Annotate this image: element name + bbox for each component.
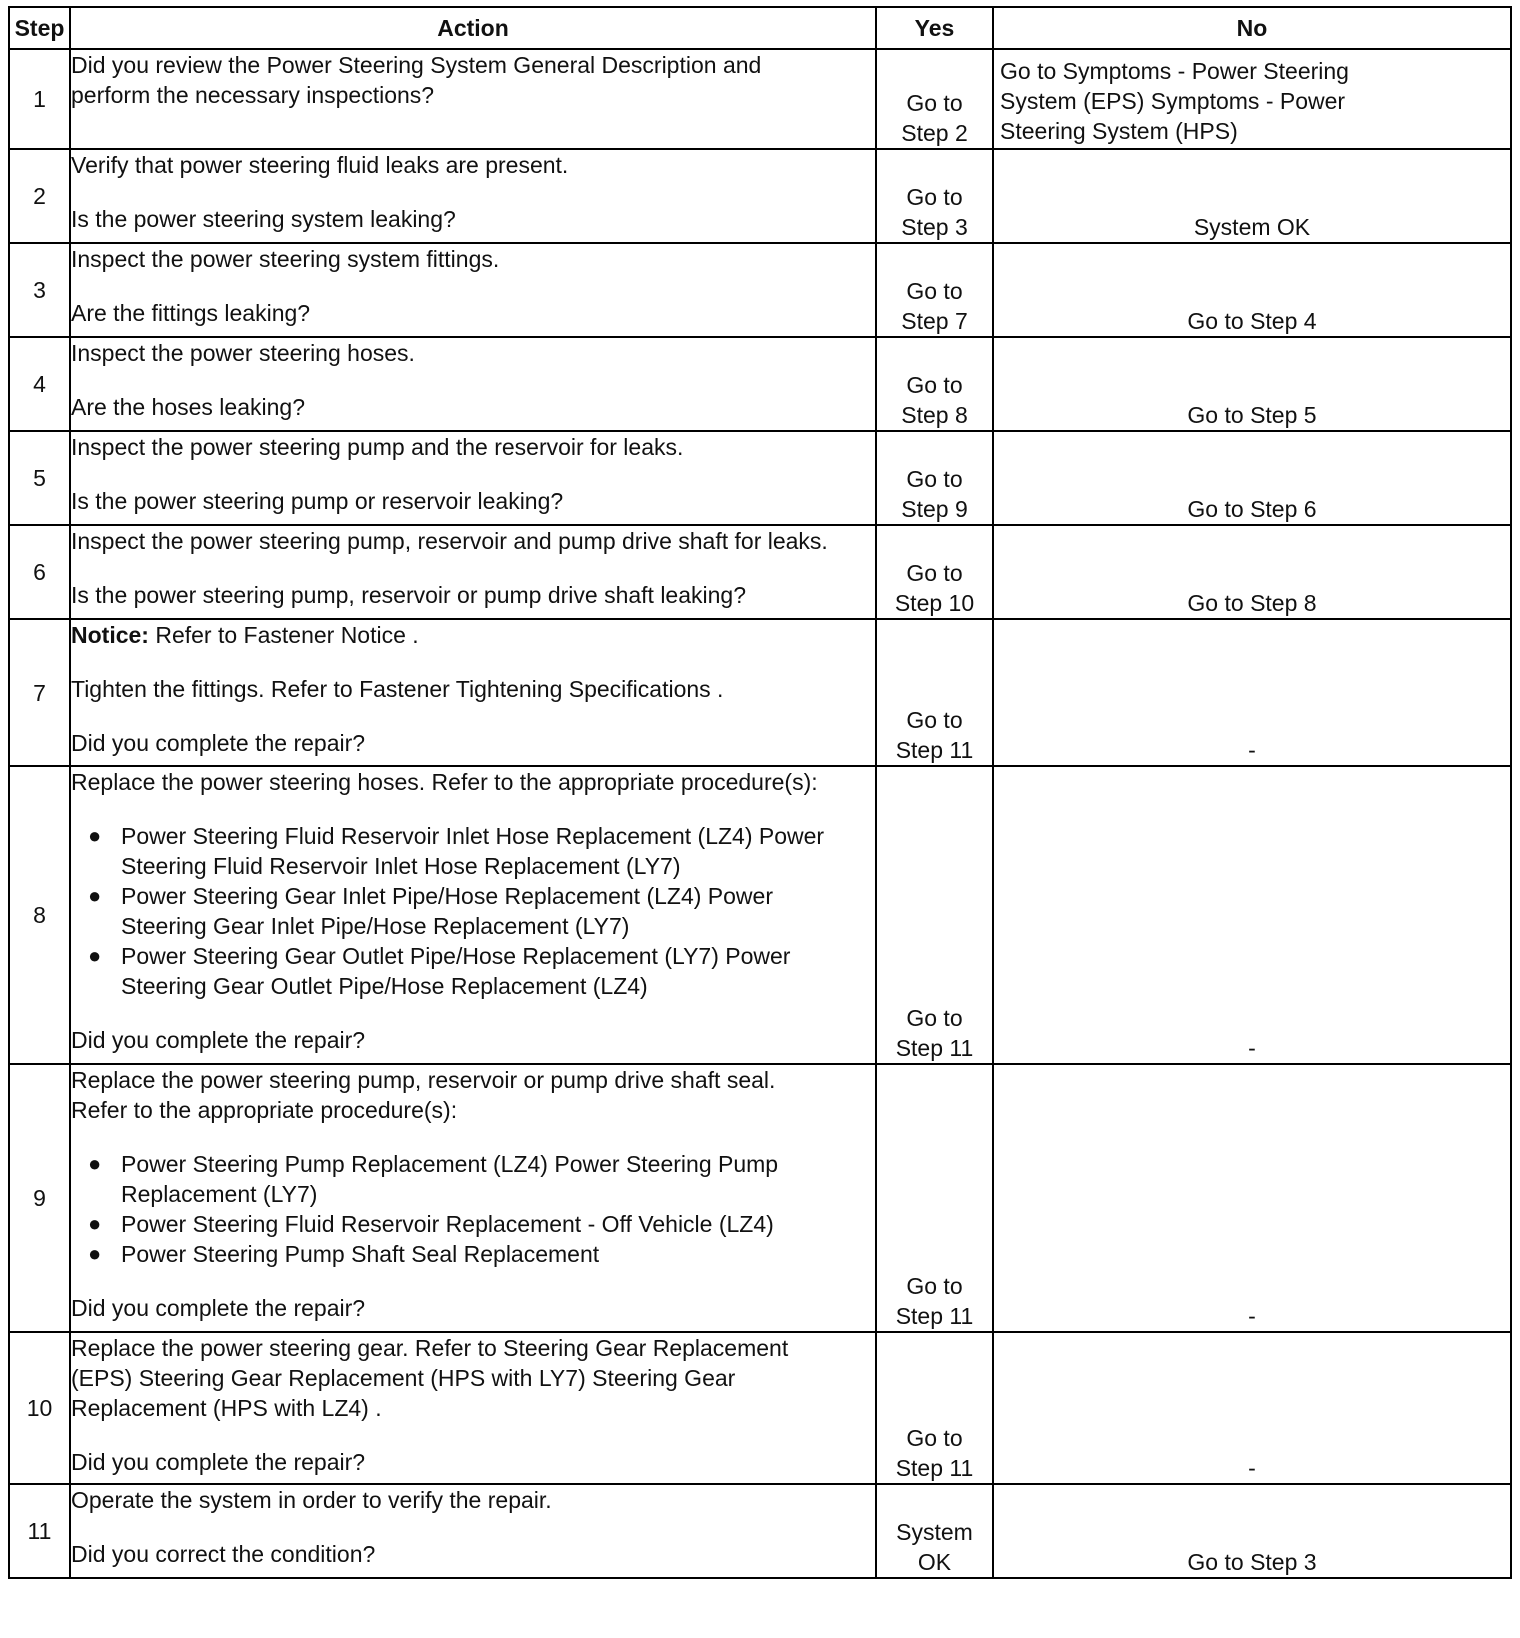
yes-text[interactable]: Go to	[906, 466, 963, 492]
header-yes: Yes	[876, 7, 993, 49]
bullet-icon: ●	[88, 1151, 102, 1176]
bullet-icon: ●	[88, 1241, 102, 1266]
action-text: perform the necessary inspections?	[71, 82, 435, 108]
no-text: -	[1248, 1455, 1256, 1481]
yes-cell	[876, 243, 993, 337]
yes-text[interactable]: Go to	[906, 278, 963, 304]
yes-text[interactable]: Go to	[906, 1005, 963, 1031]
yes-text[interactable]: Step 11	[895, 737, 974, 763]
header-row	[9, 7, 1511, 49]
header-action: Action	[70, 7, 876, 49]
yes-cell	[876, 1064, 993, 1332]
action-cell	[70, 337, 876, 431]
no-cell	[993, 149, 1511, 243]
no-cell	[993, 766, 1511, 1064]
yes-cell	[876, 1484, 993, 1578]
action-text[interactable]: Replace the power steering gear. Refer to Steering Gear Replacement	[71, 1335, 789, 1361]
no-text[interactable]: Go to Step 4	[1187, 308, 1317, 334]
procedure-link[interactable]: Power Steering Pump Replacement (LZ4) Power Steering Pump	[121, 1151, 779, 1177]
action-question: Did you correct the condition?	[71, 1541, 376, 1567]
step-number: 3	[9, 243, 70, 337]
bullet-icon: ●	[88, 883, 102, 908]
yes-text[interactable]: Go to	[906, 184, 963, 210]
action-cell	[70, 243, 876, 337]
no-text: -	[1248, 1035, 1256, 1061]
no-text[interactable]: System OK	[1193, 214, 1311, 240]
action-cell	[70, 766, 876, 1064]
no-cell	[993, 1332, 1511, 1484]
list-item	[71, 881, 875, 941]
table-row	[9, 1064, 1511, 1332]
no-cell	[993, 337, 1511, 431]
step-number: 2	[9, 149, 70, 243]
yes-text[interactable]: Go to	[906, 90, 963, 116]
list-item	[71, 941, 875, 1001]
action-text: Replace the power steering pump, reservoir or pump drive shaft seal.	[71, 1067, 776, 1093]
list-item	[71, 1239, 875, 1269]
notice-label: Notice:	[71, 622, 149, 648]
procedure-link[interactable]: Power Steering Gear Inlet Pipe/Hose Replacement (LZ4) Power	[121, 883, 773, 909]
no-cell	[993, 243, 1511, 337]
yes-cell	[876, 1332, 993, 1484]
table-row	[9, 525, 1511, 619]
step-number: 6	[9, 525, 70, 619]
bullet-icon: ●	[88, 943, 102, 968]
no-cell	[993, 431, 1511, 525]
list-item	[71, 1149, 875, 1209]
action-text: Replace the power steering hoses. Refer to the appropriate procedure(s):	[71, 769, 818, 795]
action-question: Are the hoses leaking?	[71, 394, 305, 420]
procedure-link[interactable]: Steering Gear Inlet Pipe/Hose Replacement (LY7)	[121, 913, 630, 939]
action-question: Is the power steering system leaking?	[71, 206, 456, 232]
list-item	[71, 1209, 875, 1239]
table-row	[9, 431, 1511, 525]
action-question: Did you complete the repair?	[71, 1295, 366, 1321]
procedure-link[interactable]: Power Steering Fluid Reservoir Replacement - Off Vehicle (LZ4)	[121, 1211, 774, 1237]
step-number: 7	[9, 619, 70, 766]
yes-cell	[876, 431, 993, 525]
action-question: Did you complete the repair?	[71, 1027, 366, 1053]
yes-text[interactable]: Go to	[906, 707, 963, 733]
no-text[interactable]: Go to Symptoms - Power Steering	[1000, 58, 1349, 84]
yes-cell	[876, 337, 993, 431]
yes-text[interactable]: Go to	[906, 560, 963, 586]
yes-text[interactable]: Step 10	[894, 590, 975, 616]
procedure-link[interactable]: Steering Fluid Reservoir Inlet Hose Replacement (LY7)	[121, 853, 681, 879]
no-cell	[993, 525, 1511, 619]
action-question: Did you complete the repair?	[71, 1449, 366, 1475]
header-step: Step	[9, 7, 70, 49]
notice-body: Refer to Fastener Notice .	[148, 622, 419, 648]
no-text[interactable]: Go to Step 3	[1187, 1549, 1317, 1575]
yes-text[interactable]: Step 7	[901, 308, 968, 334]
no-text: -	[1248, 1303, 1256, 1329]
procedure-link[interactable]: Power Steering Fluid Reservoir Inlet Hose Replacement (LZ4) Power	[121, 823, 825, 849]
diagnostic-table	[8, 6, 1512, 1579]
table-row	[9, 766, 1511, 1064]
action-cell	[70, 1064, 876, 1332]
table-row	[9, 1332, 1511, 1484]
action-cell	[70, 525, 876, 619]
action-text: Inspect the power steering hoses.	[71, 340, 415, 366]
no-cell	[993, 49, 1511, 149]
action-text[interactable]: (EPS) Steering Gear Replacement (HPS with LY7) Steering Gear	[71, 1365, 736, 1391]
procedure-link[interactable]: Power Steering Pump Shaft Seal Replacement	[121, 1241, 600, 1267]
table-row	[9, 243, 1511, 337]
notice-text	[71, 620, 875, 650]
table-row	[9, 149, 1511, 243]
no-text[interactable]: Steering System (HPS)	[1000, 118, 1238, 144]
action-question: Did you complete the repair?	[71, 730, 366, 756]
yes-cell	[876, 49, 993, 149]
step-number: 4	[9, 337, 70, 431]
action-cell	[70, 431, 876, 525]
action-text: Refer to the appropriate procedure(s):	[71, 1097, 458, 1123]
no-text[interactable]: Go to Step 5	[1187, 402, 1317, 428]
yes-text[interactable]: Step 8	[901, 402, 968, 428]
no-cell	[993, 1064, 1511, 1332]
yes-cell	[876, 619, 993, 766]
step-number: 10	[9, 1332, 70, 1484]
yes-cell	[876, 525, 993, 619]
action-question: Is the power steering pump or reservoir leaking?	[71, 488, 564, 514]
action-text: Operate the system in order to verify the repair.	[71, 1487, 552, 1513]
yes-text[interactable]: Step 11	[895, 1035, 974, 1061]
action-text: Verify that power steering fluid leaks are present.	[71, 152, 569, 178]
no-text: -	[1248, 737, 1256, 763]
yes-text[interactable]: System	[896, 1519, 973, 1545]
no-cell	[993, 619, 1511, 766]
yes-text[interactable]: Step 2	[901, 120, 968, 146]
yes-cell	[876, 149, 993, 243]
no-text[interactable]: Go to Step 6	[1187, 496, 1317, 522]
table-row	[9, 1484, 1511, 1578]
table-row	[9, 337, 1511, 431]
yes-cell	[876, 766, 993, 1064]
action-cell	[70, 1332, 876, 1484]
action-text: Tighten the fittings. Refer to Fastener Tightening Specifications .	[71, 676, 724, 702]
action-cell	[70, 1484, 876, 1578]
no-text[interactable]: System (EPS) Symptoms - Power	[1000, 88, 1346, 114]
header-no: No	[993, 7, 1511, 49]
step-number: 5	[9, 431, 70, 525]
action-text: Inspect the power steering pump, reservoir and pump drive shaft for leaks.	[71, 528, 828, 554]
step-number: 9	[9, 1064, 70, 1332]
action-text: Inspect the power steering pump and the reservoir for leaks.	[71, 434, 684, 460]
procedure-link[interactable]: Power Steering Gear Outlet Pipe/Hose Replacement (LY7) Power	[121, 943, 791, 969]
yes-text[interactable]: Step 11	[895, 1455, 974, 1481]
table-row	[9, 49, 1511, 149]
no-text[interactable]: Go to Step 8	[1187, 590, 1317, 616]
action-cell	[70, 49, 876, 149]
yes-text[interactable]: Go to	[906, 372, 963, 398]
step-number: 11	[9, 1484, 70, 1578]
yes-text[interactable]: Step 9	[901, 496, 968, 522]
procedure-link[interactable]: Steering Gear Outlet Pipe/Hose Replacement (LZ4)	[121, 973, 648, 999]
no-cell	[993, 1484, 1511, 1578]
yes-text[interactable]: OK	[917, 1549, 952, 1575]
action-text: Did you review the Power Steering System General Description and	[71, 52, 762, 78]
action-text: Inspect the power steering system fittings.	[71, 246, 500, 272]
bullet-icon: ●	[88, 823, 102, 848]
yes-text[interactable]: Go to	[906, 1425, 963, 1451]
action-text[interactable]: Replacement (HPS with LZ4) .	[71, 1395, 382, 1421]
yes-text[interactable]: Step 3	[901, 214, 968, 240]
action-question: Are the fittings leaking?	[71, 300, 311, 326]
procedure-link[interactable]: Replacement (LY7)	[121, 1181, 318, 1207]
table-row	[9, 619, 1511, 766]
yes-text[interactable]: Go to	[906, 1273, 963, 1299]
step-number: 8	[9, 766, 70, 1064]
action-cell	[70, 149, 876, 243]
list-item	[71, 821, 875, 881]
action-cell	[70, 619, 876, 766]
yes-text[interactable]: Step 11	[895, 1303, 974, 1329]
step-number: 1	[9, 49, 70, 149]
bullet-icon: ●	[88, 1211, 102, 1236]
action-question: Is the power steering pump, reservoir or pump drive shaft leaking?	[71, 582, 746, 608]
